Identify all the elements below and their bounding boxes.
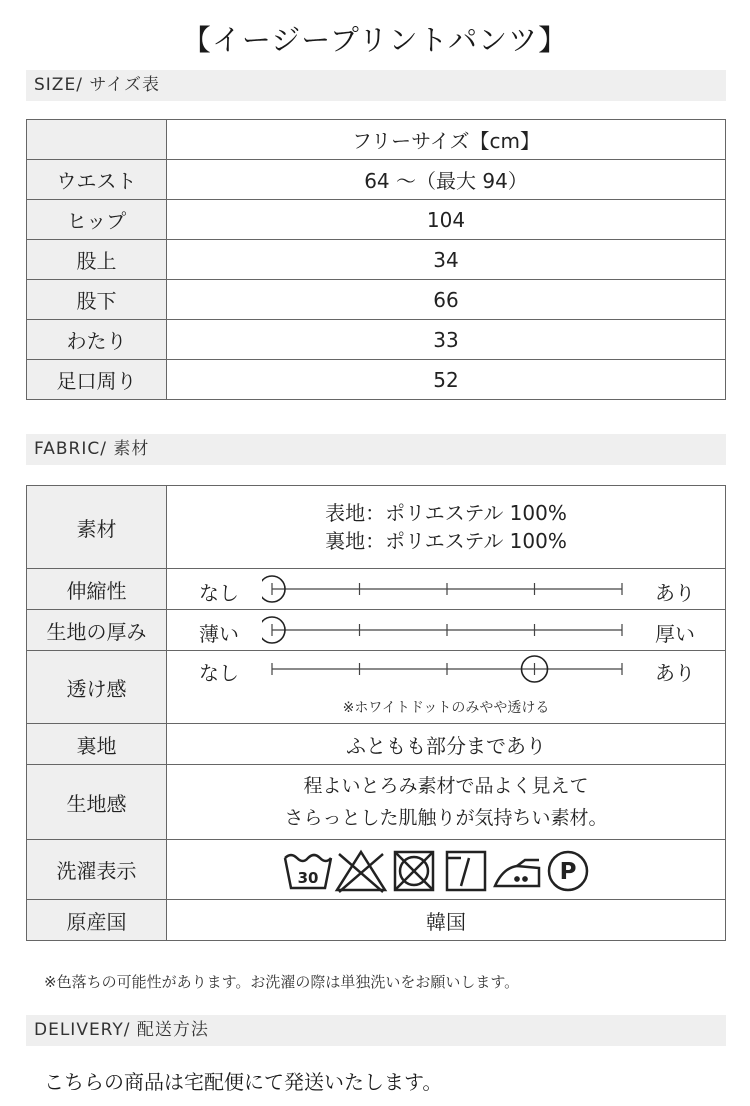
table-row [27,280,726,320]
low-iron-icon [495,860,539,886]
table-row [27,840,726,900]
delivery-text: こちらの商品は宅配便にて発送いたします。 [44,1070,443,1094]
care-note: ※色落ちの可能性があります。お洗濯の際は単独洗いをお願いします。 [44,973,520,991]
size-row-label: 股下 [27,280,167,320]
stretch-scale [262,569,642,609]
wash-30-icon [285,855,331,888]
table-row [27,651,726,724]
dry-clean-letter: P [559,858,577,885]
sheer-scale-cell [167,651,726,724]
table-row [27,320,726,360]
table-row [27,200,726,240]
size-section-header: SIZE/ サイズ表 [26,70,726,101]
material-value [167,486,726,569]
texture-label: 生地感 [27,765,167,840]
wash-temp-label: 30 [297,868,319,887]
fabric-section-header: FABRIC/ 素材 [26,434,726,465]
size-row-value: 64 〜（最大 94） [167,160,726,200]
origin-label: 原産国 [27,900,167,941]
material-label: 素材 [27,486,167,569]
scale-max-label: 厚い [655,622,695,646]
size-row-label: 股上 [27,240,167,280]
line-dry-icon [447,852,485,890]
texture-line-1: 程よいとろみ素材で品よく見えて [303,775,589,797]
table-row [27,765,726,840]
sheer-label: 透け感 [27,651,167,724]
table-row [27,610,726,651]
no-tumble-dry-icon [395,852,433,890]
size-row-label: ヒップ [27,200,167,240]
lining-label: 裏地 [27,724,167,765]
texture-value [167,765,726,840]
stretch-scale-cell [167,569,726,610]
care-label: 洗濯表示 [27,840,167,900]
fabric-table [26,485,726,941]
care-symbols [281,846,611,894]
stretch-label: 伸縮性 [27,569,167,610]
table-row [27,360,726,400]
table-row [27,900,726,941]
size-row-value: 66 [167,280,726,320]
scale-min-label: なし [199,661,239,685]
thickness-scale-cell [167,610,726,651]
size-row-value: 104 [167,200,726,240]
scale-min-label: なし [199,581,239,605]
table-row [27,724,726,765]
material-line-1: 表地：ポリエステル 100% [325,501,567,525]
table-row [27,240,726,280]
size-column-header: フリーサイズ【cm】 [167,120,726,160]
table-row [27,486,726,569]
table-row [27,160,726,200]
size-row-label: 足口周り [27,360,167,400]
material-line-2: 裏地：ポリエステル 100% [325,529,567,553]
lining-value: ふともも部分まであり [167,724,726,765]
no-bleach-icon [337,852,385,892]
care-icons-cell [167,840,726,900]
page-title: 【イージープリントパンツ】 [181,23,569,57]
thickness-label: 生地の厚み [27,610,167,651]
size-row-value: 34 [167,240,726,280]
delivery-section-header: DELIVERY/ 配送方法 [26,1015,726,1046]
origin-value: 韓国 [167,900,726,941]
texture-line-2: さらっとした肌触りが気持ちい素材。 [284,807,608,829]
size-row-label: ウエスト [27,160,167,200]
scale-max-label: あり [655,661,695,685]
dry-clean-p-icon [549,852,587,890]
size-row-value: 33 [167,320,726,360]
table-header-row [27,120,726,160]
scale-max-label: あり [655,581,695,605]
table-row [27,569,726,610]
scale-min-label: 薄い [199,622,239,646]
size-row-label: わたり [27,320,167,360]
size-row-value: 52 [167,360,726,400]
size-table [26,119,726,400]
table-corner-cell [27,120,167,160]
sheer-scale [262,649,642,689]
thickness-scale [262,610,642,650]
sheer-note: ※ホワイトドットのみやや透ける [342,700,550,716]
